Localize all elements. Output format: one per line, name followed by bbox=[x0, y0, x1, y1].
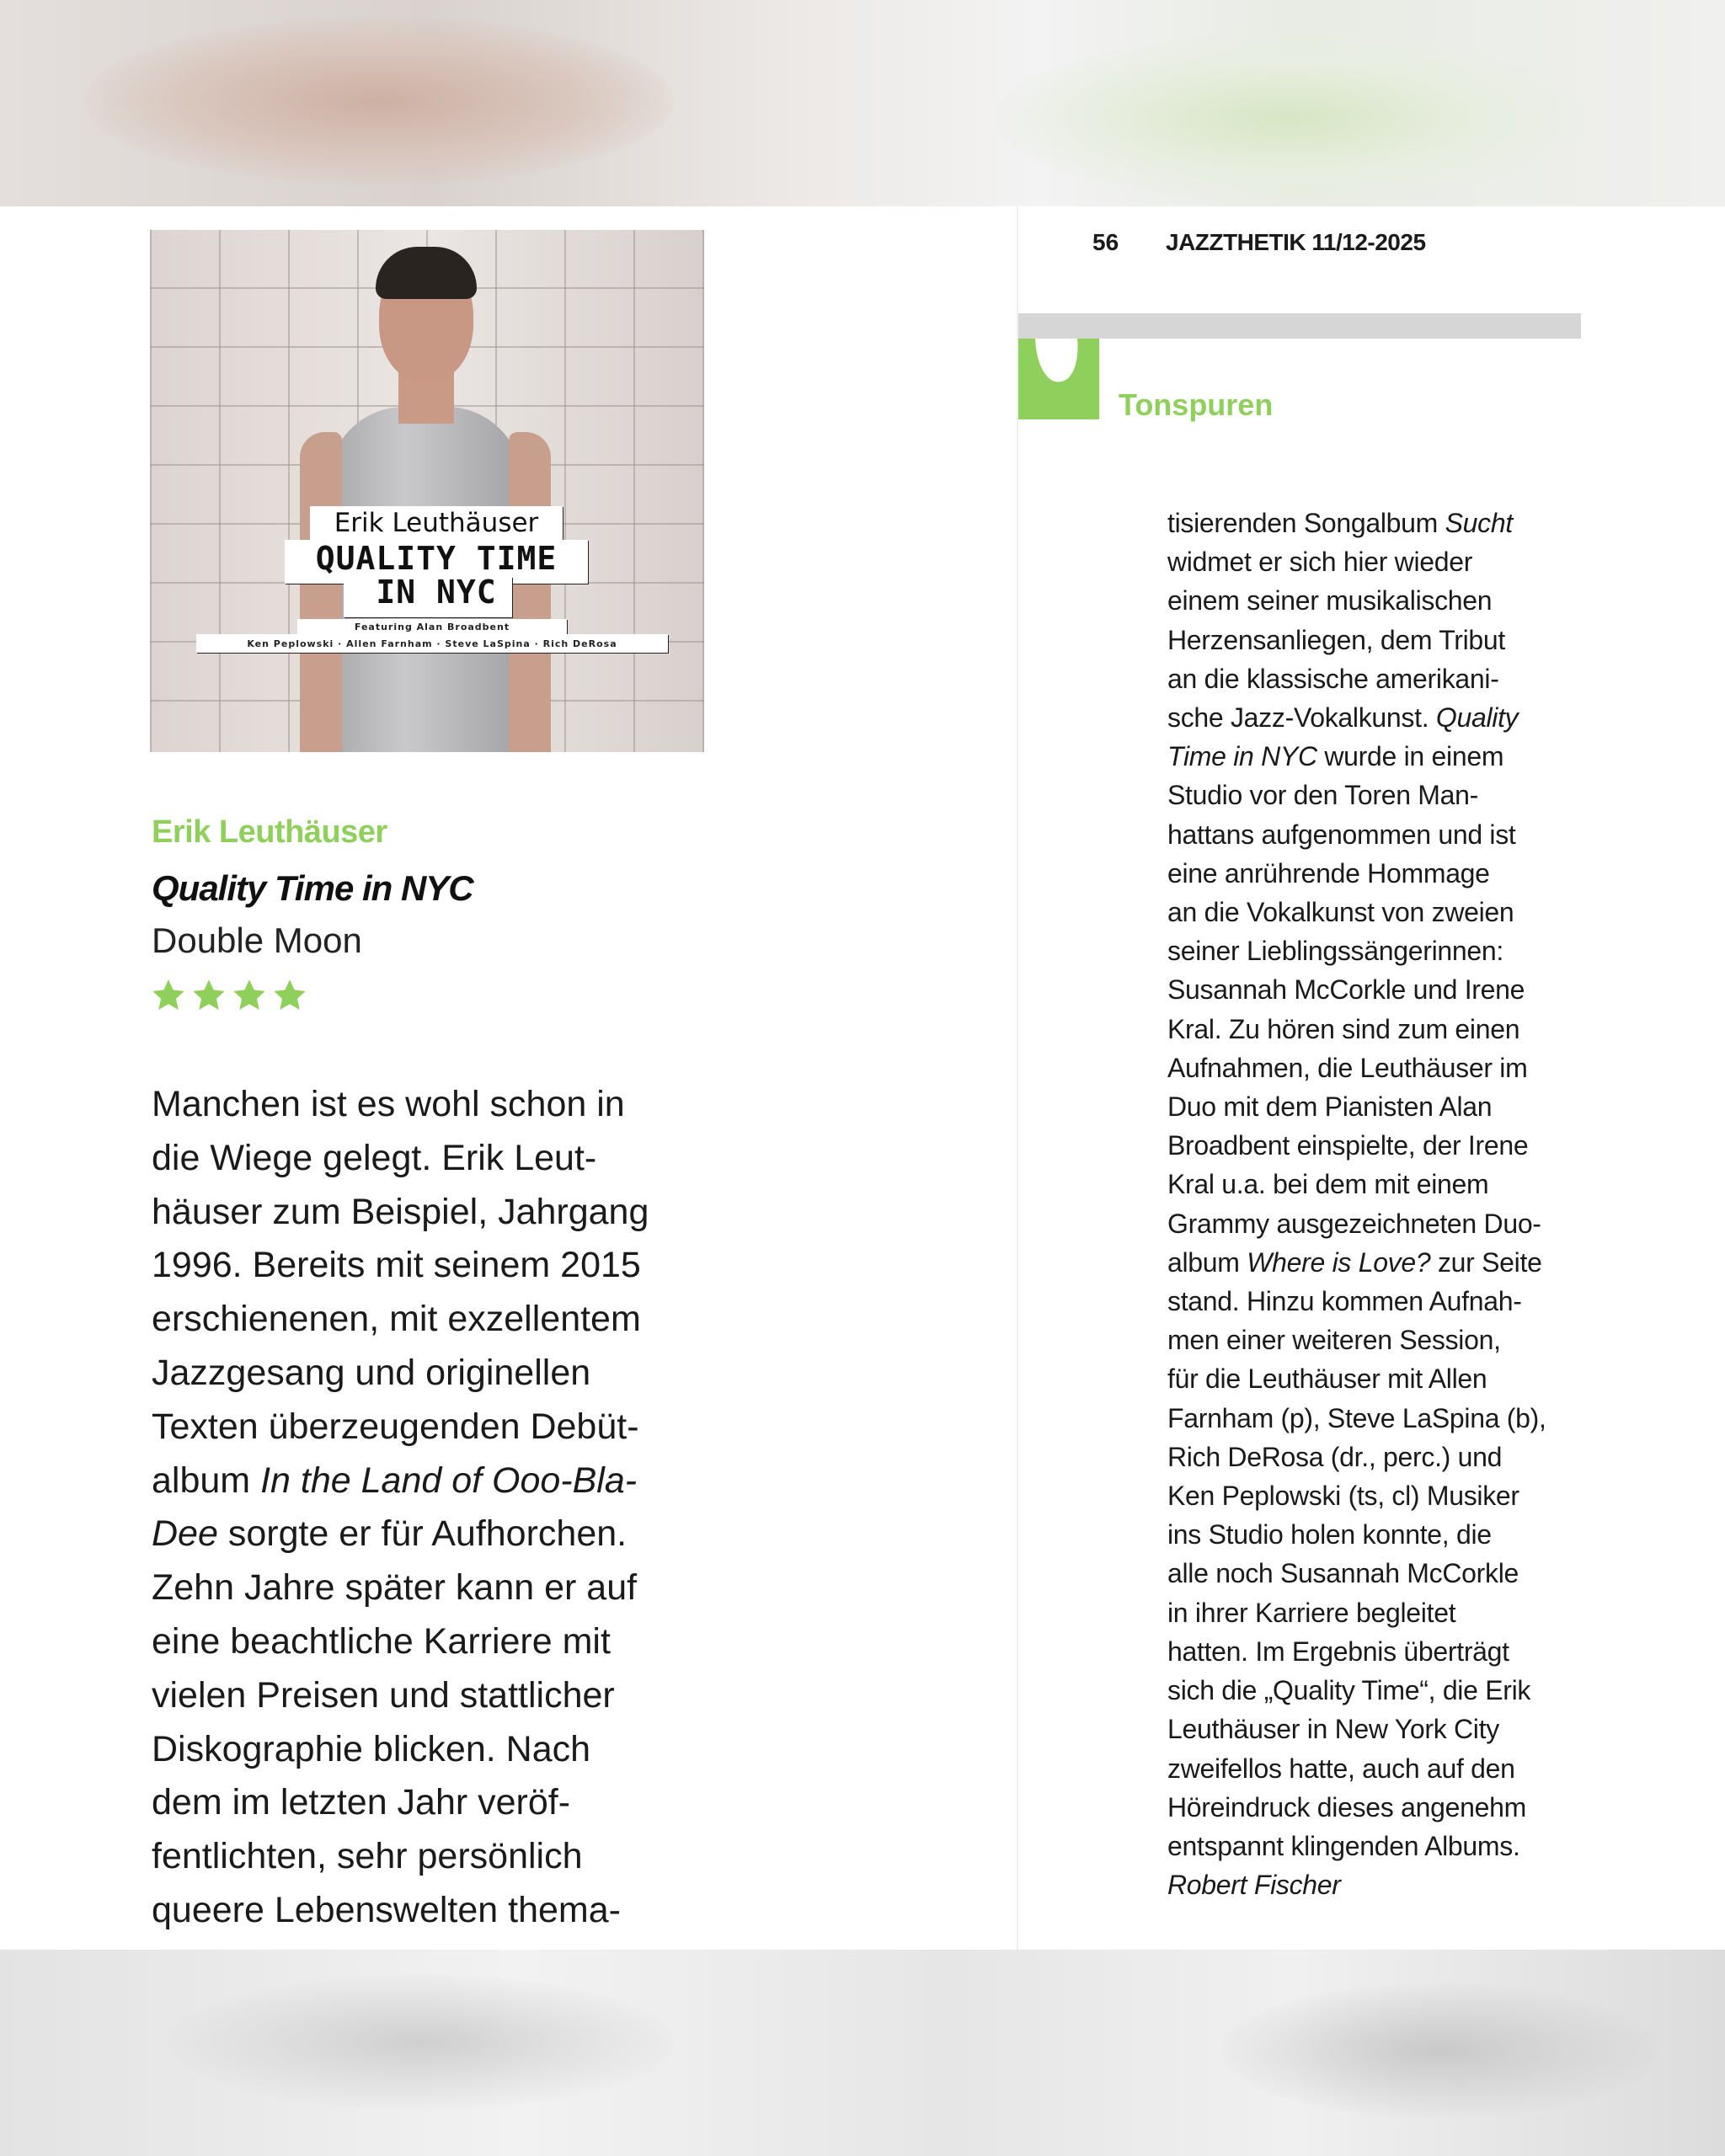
text-line: stand. Hinzu kommen Aufnah- bbox=[1167, 1286, 1522, 1317]
text-line bbox=[1167, 737, 1605, 776]
text-line: zweifellos hatte, auch auf den bbox=[1167, 1753, 1515, 1784]
text-line: hatten. Im Ergebnis überträgt bbox=[1167, 1636, 1509, 1667]
text-line: Ken Peplowski (ts, cl) Musiker bbox=[1167, 1481, 1519, 1512]
text-line: entspannt klingenden Albums. bbox=[1167, 1830, 1520, 1861]
text-line bbox=[152, 1508, 708, 1561]
text-segment: sorgte er für Aufhorchen. bbox=[217, 1513, 628, 1555]
text-line: die Wiege gelegt. Erik Leut- bbox=[152, 1137, 597, 1178]
page-number: 56 bbox=[1092, 229, 1119, 255]
text-segment: wurde in einem bbox=[1316, 741, 1504, 772]
text-line: Jazzgesang und originellen bbox=[152, 1352, 591, 1393]
text-line: einem seiner musikalischen bbox=[1167, 585, 1493, 616]
italic-title: Quality bbox=[1435, 702, 1519, 734]
album-cover bbox=[150, 230, 704, 752]
magazine-issue: JAZZTHETIK 11/12-2025 bbox=[1166, 229, 1426, 255]
text-line: Grammy ausgezeichneten Duo- bbox=[1167, 1208, 1541, 1239]
text-line: Leuthäuser in New York City bbox=[1167, 1714, 1499, 1745]
text-segment: album bbox=[152, 1460, 261, 1501]
text-segment: tisierenden Songalbum bbox=[1167, 508, 1445, 538]
text-line: eine anrührende Hommage bbox=[1167, 857, 1490, 889]
page-gutter bbox=[1017, 206, 1018, 1950]
text-line: Kral u.a. bei dem mit einem bbox=[1167, 1169, 1489, 1200]
text-segment: sche Jazz-Vokalkunst. bbox=[1167, 702, 1436, 734]
blurred-shape bbox=[168, 1975, 674, 2110]
text-line: ins Studio holen konnte, die bbox=[1167, 1519, 1492, 1550]
text-line: Aufnahmen, die Leuthäuser im bbox=[1167, 1052, 1528, 1083]
text-line: Diskographie blicken. Nach bbox=[152, 1728, 591, 1769]
review-album-title: Quality Time in NYC bbox=[152, 868, 473, 908]
text-line: Studio vor den Toren Man- bbox=[1167, 780, 1479, 811]
text-line bbox=[1167, 504, 1605, 542]
text-line: für die Leuthäuser mit Allen bbox=[1167, 1364, 1487, 1395]
text-line: in ihrer Karriere begleitet bbox=[1167, 1597, 1456, 1628]
text-line: eine beachtliche Karriere mit bbox=[152, 1620, 611, 1662]
blurred-background-bottom bbox=[0, 1950, 1725, 2156]
text-line: sich die „Quality Time“, die Erik bbox=[1167, 1675, 1531, 1706]
text-line: Manchen ist es wohl schon in bbox=[152, 1084, 625, 1124]
italic-title: Time in NYC bbox=[1167, 741, 1317, 772]
text-line: Zehn Jahre später kann er auf bbox=[152, 1567, 638, 1609]
text-line: men einer weiteren Session, bbox=[1167, 1325, 1501, 1356]
cover-credits-line: Ken Peplowski · Allen Farnham · Steve LaSpina · Rich DeRosa bbox=[247, 638, 617, 649]
text-line: Duo mit dem Pianisten Alan bbox=[1167, 1091, 1493, 1123]
italic-title: In the Land of Ooo-Bla- bbox=[260, 1460, 638, 1501]
text-line: Texten überzeugenden Debüt- bbox=[152, 1406, 639, 1447]
text-line: Kral. Zu hören sind zum einen bbox=[1167, 1013, 1520, 1044]
text-line: 1996. Bereits mit seinem 2015 bbox=[152, 1245, 641, 1286]
text-line: Farnham (p), Steve LaSpina (b), bbox=[1167, 1402, 1546, 1433]
text-line: Herzensanliegen, dem Tribut bbox=[1167, 624, 1506, 655]
cover-credits bbox=[196, 619, 668, 653]
text-line: vielen Preisen und stattlicher bbox=[152, 1674, 615, 1716]
blurred-background-top bbox=[0, 0, 1725, 206]
blurred-shape bbox=[1221, 1983, 1659, 2118]
text-segment: album bbox=[1167, 1246, 1247, 1278]
section-title: Tonspuren bbox=[1119, 387, 1274, 422]
review-body-right-column bbox=[1167, 504, 1605, 1904]
text-line: Höreindruck dieses angenehm bbox=[1167, 1791, 1526, 1822]
text-line bbox=[1167, 1865, 1605, 1904]
italic-title: Robert Fischer bbox=[1167, 1870, 1341, 1901]
italic-title: Where is Love? bbox=[1247, 1246, 1431, 1278]
text-line: hattans aufgenommen und ist bbox=[1167, 819, 1516, 850]
review-artist: Erik Leuthäuser bbox=[152, 814, 387, 850]
cover-artist: Erik Leuthäuser bbox=[334, 508, 539, 538]
text-line bbox=[152, 1454, 708, 1508]
text-line bbox=[1167, 1243, 1605, 1282]
italic-title: Dee bbox=[152, 1513, 218, 1555]
green-check-logo-icon bbox=[1018, 339, 1099, 419]
cover-figure-hair bbox=[376, 247, 477, 299]
text-line: häuser zum Beispiel, Jahrgang bbox=[152, 1191, 649, 1232]
blurred-shape bbox=[994, 34, 1583, 202]
star-icon bbox=[190, 977, 227, 1014]
text-line: an die Vokalkunst von zweien bbox=[1167, 897, 1514, 928]
text-line: dem im letzten Jahr veröf- bbox=[152, 1782, 571, 1823]
blurred-shape bbox=[84, 17, 674, 185]
review-body-left-column bbox=[152, 1078, 708, 1938]
star-icon bbox=[231, 977, 268, 1014]
section-divider-bar bbox=[1018, 313, 1581, 339]
cover-title bbox=[285, 542, 588, 609]
text-line: Susannah McCorkle und Irene bbox=[1167, 974, 1525, 1006]
star-icon bbox=[150, 977, 187, 1014]
cover-title-line: QUALITY TIME bbox=[315, 540, 558, 577]
text-line: erschienenen, mit exzellentem bbox=[152, 1299, 641, 1340]
rating-stars bbox=[150, 977, 308, 1019]
text-line bbox=[1167, 698, 1605, 737]
text-line: seiner Lieblingssängerinnen: bbox=[1167, 936, 1503, 967]
text-line: alle noch Susannah McCorkle bbox=[1167, 1558, 1519, 1589]
text-line: Rich DeRosa (dr., perc.) und bbox=[1167, 1441, 1503, 1472]
text-segment: zur Seite bbox=[1430, 1246, 1542, 1278]
text-line: fentlichten, sehr persönlich bbox=[152, 1836, 583, 1877]
cover-credits-line: Featuring Alan Broadbent bbox=[354, 622, 510, 632]
star-icon bbox=[271, 977, 308, 1014]
text-line: Broadbent einspielte, der Irene bbox=[1167, 1130, 1529, 1161]
text-line: widmet er sich hier wieder bbox=[1167, 547, 1473, 578]
text-line: queere Lebenswelten thema- bbox=[152, 1889, 621, 1930]
italic-title: Sucht bbox=[1445, 508, 1513, 538]
review-record-label: Double Moon bbox=[152, 921, 362, 960]
cover-title-line: IN NYC bbox=[376, 574, 497, 611]
text-line: an die klassische amerikani- bbox=[1167, 663, 1499, 694]
